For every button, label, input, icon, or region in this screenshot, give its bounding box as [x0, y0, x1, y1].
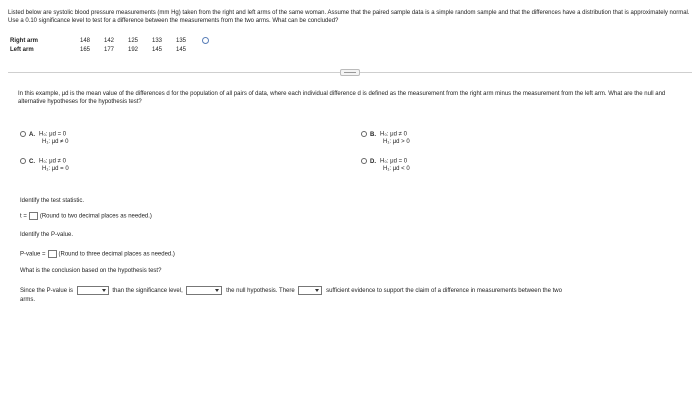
null-text: the null hypothesis. There [226, 288, 295, 295]
table-cell: 145 [152, 46, 163, 53]
table-cell: 177 [104, 46, 115, 53]
identify-p-value-label: Identify the P-value. [20, 232, 74, 238]
chevron-down-icon [102, 289, 106, 292]
chevron-down-icon [215, 289, 219, 292]
copy-data-icon[interactable] [202, 37, 209, 44]
since-text: Since the P-value is [20, 288, 74, 295]
than-text: than the significance level, [112, 288, 183, 295]
radio-icon[interactable] [361, 131, 367, 137]
table-cell: 142 [104, 37, 115, 44]
option-letter: B. [370, 131, 376, 138]
p-value-input[interactable] [48, 250, 57, 258]
table-cell: 135 [176, 37, 187, 44]
table-row [10, 46, 213, 55]
chevron-down-icon [315, 289, 319, 292]
p-hint: (Round to three decimal places as needed.) [58, 251, 175, 258]
radio-icon[interactable] [361, 158, 367, 164]
null-hypothesis: H₀: μd = 0 [380, 158, 408, 165]
table-cell: 192 [128, 46, 139, 53]
alt-hypothesis: H₁: μd < 0 [383, 166, 410, 173]
identify-test-statistic-label: Identify the test statistic. [20, 198, 85, 204]
null-hypothesis: H₀: μd = 0 [39, 131, 67, 138]
hypothesis-question: In this example, μd is the mean value of the differences d for the population of all pairs of data, where each individual difference d is defined as the measurement from the right arm minus the measurement from the left arm. What are the null and alternative hypotheses for the hypothesis test? [18, 91, 666, 105]
p-value-row [20, 250, 175, 259]
sufficient-text: sufficient evidence to support the claim of a difference in measurements between the two [326, 288, 562, 295]
conclusion-sentence [20, 286, 562, 296]
evidence-dropdown[interactable] [298, 286, 322, 295]
row-label: Left arm [10, 46, 34, 53]
option-a[interactable] [20, 131, 68, 147]
radio-icon[interactable] [20, 131, 26, 137]
p-label: P-value = [20, 251, 46, 258]
table-cell: 133 [152, 37, 163, 44]
arms-text: arms. [20, 297, 35, 303]
null-hypothesis: H₀: μd ≠ 0 [39, 158, 66, 165]
expand-button[interactable] [340, 69, 360, 76]
t-hint: (Round to two decimal places as needed.) [39, 213, 152, 220]
option-letter: A. [29, 131, 35, 138]
null-hypothesis: H₀: μd ≠ 0 [380, 131, 407, 138]
data-table [10, 37, 213, 55]
decision-dropdown[interactable] [186, 286, 222, 295]
test-statistic-input[interactable] [29, 212, 38, 220]
problem-statement: Listed below are systolic blood pressure measurements (mm Hg) taken from the right and left arms of the same woman. Assume that the paired sample data is a simple random sample and that the differences have a distribution that is approximately normal. Use a 0.10 significance level to test for a difference between the measurements from the two arms. What can be concluded? [8, 10, 690, 24]
comparison-dropdown[interactable] [77, 286, 109, 295]
alt-hypothesis: H₁: μd = 0 [42, 166, 69, 173]
option-b[interactable] [361, 131, 410, 147]
radio-icon[interactable] [20, 158, 26, 164]
table-cell: 125 [128, 37, 139, 44]
test-statistic-row [20, 212, 152, 221]
row-label: Right arm [10, 37, 39, 44]
option-letter: D. [370, 158, 376, 165]
table-cell: 165 [80, 46, 91, 53]
table-cell: 145 [176, 46, 187, 53]
t-label: t = [20, 213, 27, 220]
option-c[interactable] [20, 158, 69, 174]
table-row [10, 37, 213, 46]
table-cell: 148 [80, 37, 91, 44]
conclusion-question: What is the conclusion based on the hypothesis test? [20, 268, 162, 274]
alt-hypothesis: H₁: μd > 0 [383, 139, 410, 146]
option-d[interactable] [361, 158, 410, 174]
option-letter: C. [29, 158, 35, 165]
alt-hypothesis: H₁: μd ≠ 0 [42, 139, 69, 146]
